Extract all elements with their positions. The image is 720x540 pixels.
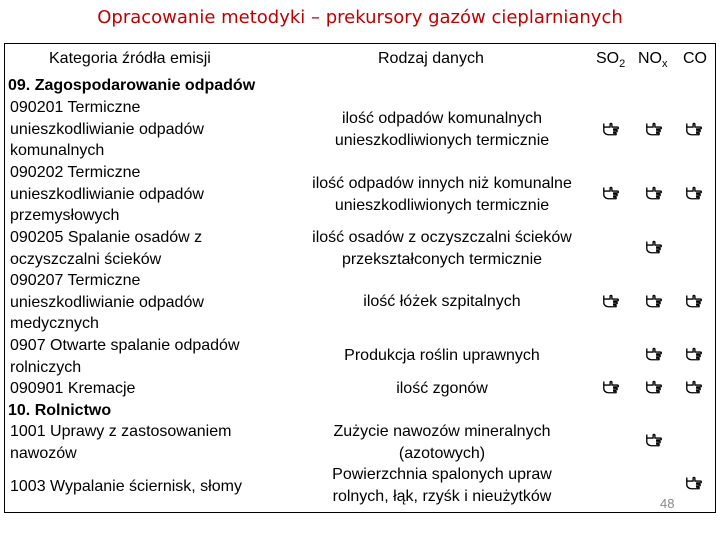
pointing-hand-icon: [685, 119, 703, 137]
pointing-hand-icon: [685, 473, 703, 491]
pointing-hand-icon: [645, 430, 663, 448]
data-090205: ilość osadów z oczyszczalni ścieków przekształconych termicznie: [312, 229, 572, 268]
pointing-hand-icon: [602, 183, 620, 201]
data-0907: Produkcja roślin uprawnych: [344, 347, 540, 364]
section-10: 10. Rolnictwo: [8, 402, 112, 419]
pointing-hand-icon: [645, 119, 663, 137]
pointing-hand-icon: [645, 344, 663, 362]
category-090901: 090901 Kremacje: [10, 380, 136, 397]
category-090201: 090201 Termiczne unieszkodliwianie odpadów komunalnych: [10, 99, 204, 159]
category-0907: 0907 Otwarte spalanie odpadów rolniczych: [10, 337, 240, 376]
category-090205: 090205 Spalanie osadów z oczyszczalni ścieków: [10, 229, 203, 268]
pointing-hand-icon: [645, 377, 663, 395]
pointing-hand-icon: [602, 291, 620, 309]
pointing-hand-icon: [685, 344, 703, 362]
category-1001: 1001 Uprawy z zastosowaniem nawozów: [10, 423, 232, 462]
data-1003: Powierzchnia spalonych upraw rolnych, łąk, rzyśk i nieużytków: [332, 466, 552, 505]
header-category: Kategoria źródła emisji: [49, 50, 211, 67]
data-090202: ilość odpadów innych niż komunalne unieszkodliwionych termicznie: [312, 175, 572, 214]
category-090207: 090207 Termiczne unieszkodliwianie odpadów medycznych: [10, 272, 204, 332]
pointing-hand-icon: [602, 377, 620, 395]
category-090202: 090202 Termiczne unieszkodliwianie odpadów przemysłowych: [10, 164, 204, 224]
data-090207: ilość łóżek szpitalnych: [363, 293, 521, 310]
header-so2: $SO_2$: [596, 50, 626, 71]
data-1001: Zużycie nawozów mineralnych (azotowych): [333, 423, 551, 462]
category-1003: 1003 Wypalanie ściernisk, słomy: [10, 478, 242, 495]
pointing-hand-icon: [685, 291, 703, 309]
data-090901: ilość zgonów: [396, 380, 488, 397]
pointing-hand-icon: [645, 183, 663, 201]
pointing-hand-icon: [685, 377, 703, 395]
pointing-hand-icon: [645, 291, 663, 309]
page-number: 48: [660, 496, 675, 511]
data-090201: ilość odpadów komunalnych unieszkodliwionych termicznie: [334, 110, 550, 149]
header-data-type: Rodzaj danych: [378, 50, 484, 67]
slide-title: Opracowanie metodyki – prekursory gazów cieplarnianych: [97, 7, 623, 28]
pointing-hand-icon: [645, 237, 663, 255]
section-09: 09. Zagospodarowanie odpadów: [8, 77, 256, 94]
header-co: CO: [683, 50, 707, 67]
pointing-hand-icon: [685, 183, 703, 201]
header-nox: $NO_x$: [638, 50, 668, 71]
pointing-hand-icon: [602, 119, 620, 137]
